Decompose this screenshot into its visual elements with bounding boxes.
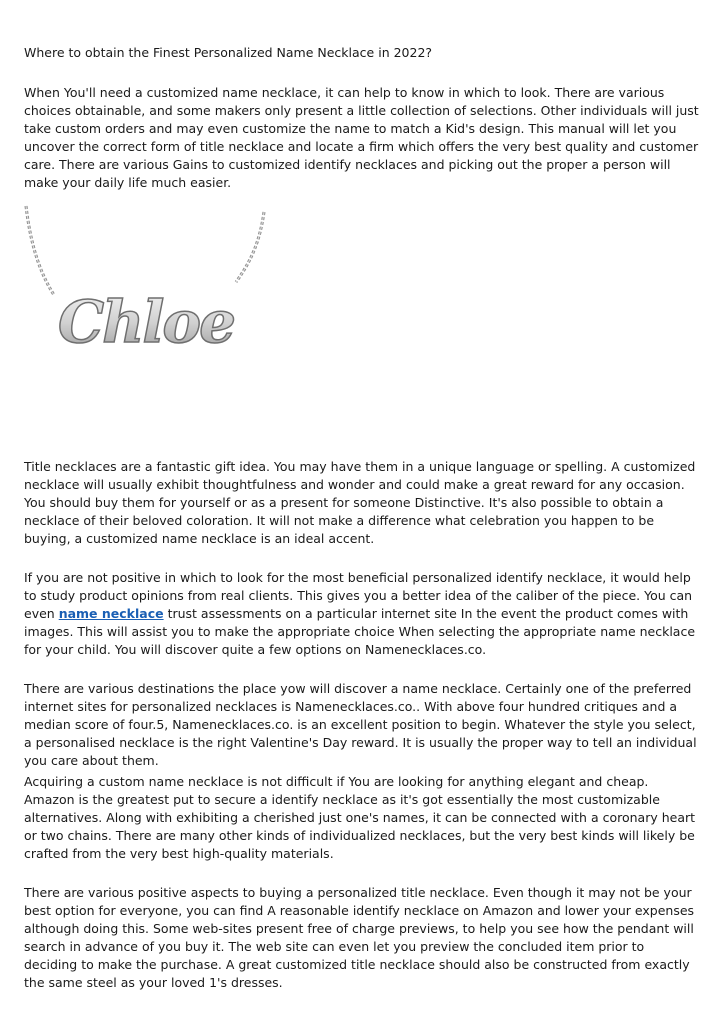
paragraph-benefits: There are various positive aspects to buying a personalized title necklace. Even though it may not be your best option for everyone, you can find A reasonable identify necklace on Amazon and lower your expenses although doing this. Some web-sites present free of charge previews, to help you see how the pendant will search in advance of you buy it. The web site can even let you preview the concluded item prior to deciding to make the purchase. A great customized title necklace should also be constructed from exactly the same steel as your loved 1's dresses. — [24, 885, 695, 990]
paragraph-reviews — [24, 569, 700, 659]
paragraph-reviews-text-before: If you are not positive in which to look for the most beneficial personalized identify necklace, it would help to study product opinions from real clients. This gives you a better idea of the caliber of the piece. You can even — [24, 570, 693, 621]
left-chain — [26, 206, 54, 295]
paragraph-gift-idea: Title necklaces are a fantastic gift idea. You may have them in a unique language or spelling. A customized necklace will usually exhibit thoughtfulness and wonder and could make a great reward for any occasion. You should buy them for yourself or as a present for someone Distinctive. It's also possible to obtain a necklace of their beloved coloration. It will not make a difference what celebration you happen to be buying, a customized name necklace is an ideal accent. — [24, 459, 696, 546]
paragraph-destinations: There are various destinations the place yow will discover a name necklace. Certainly one of the preferred internet sites for personalized necklaces is Namenecklaces.co.. With above four hundred critiques and a median score of four.5, Namenecklaces.co. is an excellent position to begin. Whatever the style you select, a personalised necklace is the right Valentine's Day reward. It is usually the proper way to tell an individual you care about them. — [24, 681, 697, 768]
paragraph-reviews-text-after: trust assessments on a particular internet site In the event the product comes with images. This will assist you to make the appropriate choice When selecting the appropriate name necklace for your child. You will discover quite a few options on Namenecklaces.co. — [24, 606, 696, 657]
name-necklace-link[interactable]: name necklace — [58, 606, 164, 621]
right-chain — [236, 212, 264, 282]
article-title: Where to obtain the Finest Personalized Name Necklace in 2022? — [24, 45, 433, 60]
pendant-name: Chloe — [58, 288, 234, 356]
paragraph-intro: When You'll need a customized name necklace, it can help to know in which to look. There are various choices obtainable, and some makers only present a little collection of selections. Other individuals will just take custom orders and may even customize the name to match a Kid's design. This manual will let you uncover the correct form of title necklace and locate a firm which offers the very best quality and customer care. There are various Gains to customized identify necklaces and picking out the proper a person will make your daily life much easier. — [24, 85, 699, 190]
necklace-image — [24, 200, 268, 400]
paragraph-amazon: Acquiring a custom name necklace is not difficult if You are looking for anything elegant and cheap. Amazon is the greatest put to secure a identify necklace as it's got essentially the most customizable alternatives. Along with exhibiting a cherished just one's names, it can be connected with a coronary heart or two chains. There are many other kinds of individualized necklaces, but the very best kinds will likely be crafted from the very best high-quality materials. — [24, 774, 696, 861]
chloe-necklace-illustration — [24, 200, 268, 400]
